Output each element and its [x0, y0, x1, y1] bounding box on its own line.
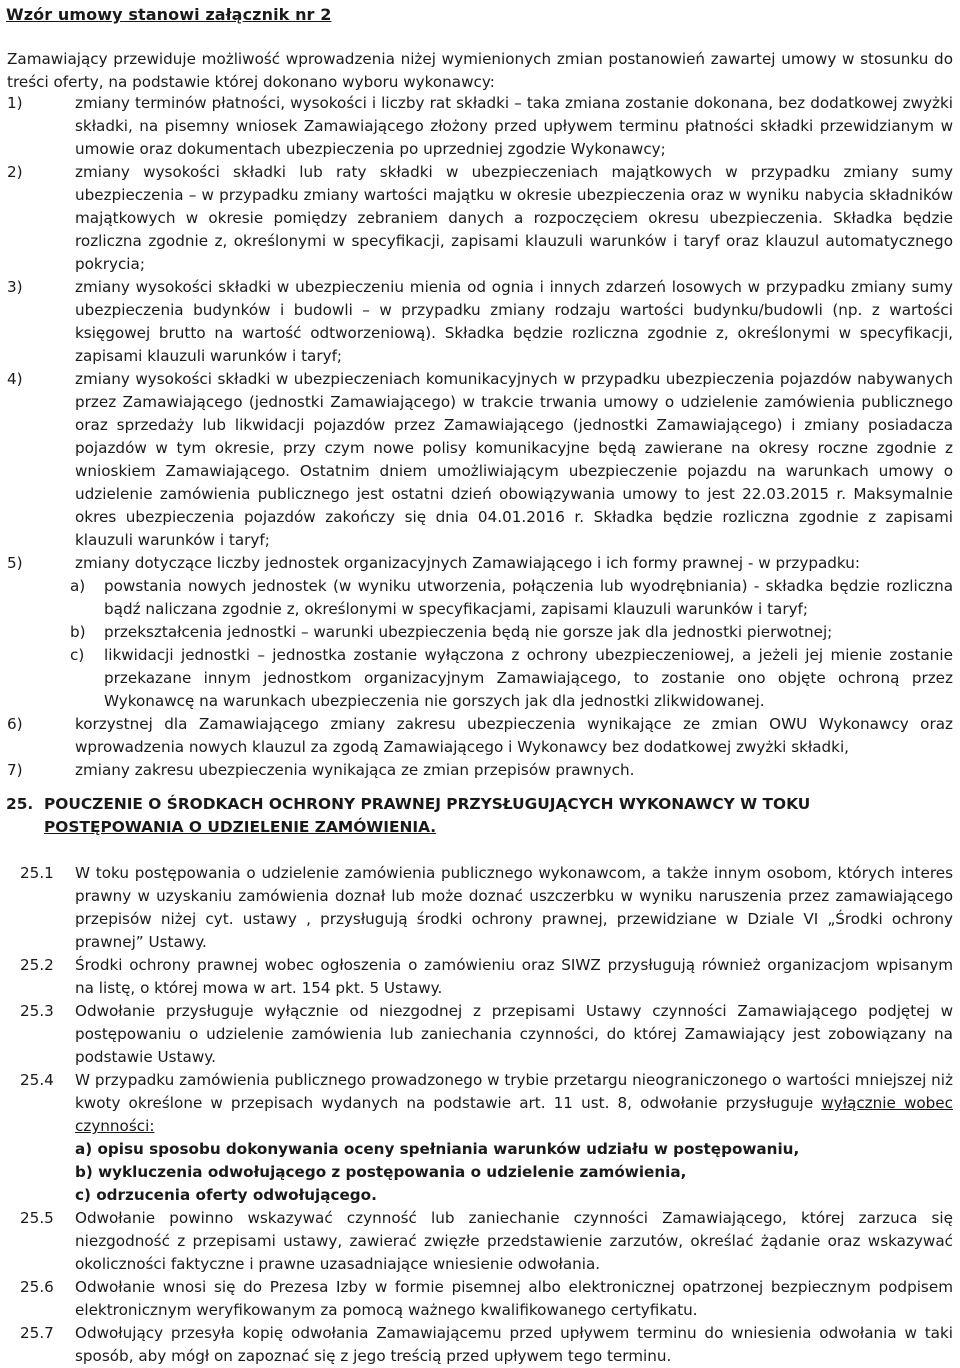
item-text: zmiany dotyczące liczby jednostek organizacyjnych Zamawiającego i ich formy prawnej - w przypadku:	[75, 554, 860, 572]
list-item	[0, 713, 960, 759]
paragraph-text: Odwołanie wnosi się do Prezesa Izby w formie pisemnej albo elektronicznej opatrzonej bezpiecznym podpisem elektronicznym weryfikowanym za pomocą ważnego kwalifikowanego certyfikatu.	[75, 1278, 953, 1319]
option-item: a) opisu sposobu dokonywania oceny spełniania warunków udziału w postępowaniu,	[75, 1140, 800, 1158]
item-text: zmiany zakresu ubezpieczenia wynikająca ze zmian przepisów prawnych.	[75, 761, 635, 779]
paragraph-text: Środki ochrony prawnej wobec ogłoszenia o zamówieniu oraz SIWZ przysługują również organizacjom wpisanym na listę, o której mowa w art. 154 pkt. 5 Ustawy.	[75, 956, 953, 997]
paragraph-text: Odwołujący przesyła kopię odwołania Zamawiającemu przed upływem terminu do wniesienia odwołania w taki sposób, aby mógł on zapoznać się z jego treścią przed upływem tego terminu.	[75, 1324, 953, 1365]
item-number: 7)	[7, 761, 23, 779]
section-paragraph	[0, 1322, 960, 1368]
sub-item-text: likwidacji jednostki – jednostka zostanie wyłączona z ochrony ubezpieczeniowej, a jeżeli jej mienie zostanie przekazane innym jednostkom organizacyjnym Zamawiającego, to zostanie ono objęte ochroną przez Wykonawcę na warunkach ubezpieczenia nie gorszych jak dla jednostki zlikwidowanej.	[104, 646, 953, 710]
paragraph-text-underlined: wyłącznie wobec czynności:	[75, 1094, 953, 1135]
sub-item-letter: b)	[70, 623, 86, 641]
sub-list-item	[0, 644, 960, 713]
list-item	[0, 759, 960, 782]
section-number: 25.	[6, 795, 34, 813]
option-item: c) odrzucenia oferty odwołującego.	[75, 1186, 377, 1204]
item-number: 1)	[7, 94, 23, 112]
paragraph-number: 25.2	[20, 956, 54, 974]
sub-item-text: powstania nowych jednostek (w wyniku utworzenia, połączenia lub wyodrębniania) - składka będzie rozliczna bądź naliczana zgodnie z, określonymi w specyfikacjami, zapisami klauzuli warunków i taryf;	[104, 577, 953, 618]
intro-paragraph: Zamawiający przewiduje możliwość wprowadzenia niżej wymienionych zmian postanowień zawartej umowy w stosunku do treści oferty, na podstawie której dokonano wyboru wykonawcy:	[7, 50, 953, 91]
sub-list-item	[0, 575, 960, 621]
section-title-line2: POSTĘPOWANIA O UDZIELENIE ZAMÓWIENIA.	[44, 818, 437, 836]
paragraph-text: W toku postępowania o udzielenie zamówienia publicznego wykonawcom, a także innym osobom, których interes prawny w uzyskaniu zamówienia doznał lub może doznać uszczerbku w wyniku naruszenia przez zamawiającego przepisów niżej cyt. ustawy , przysługują środki ochrony prawnej, przewidziane w Dziale VI „Środki ochrony prawnej” Ustawy.	[75, 864, 953, 951]
item-number: 6)	[7, 715, 23, 733]
section-paragraph	[0, 1069, 960, 1138]
amendment-list	[0, 92, 960, 782]
paragraph-number: 25.6	[20, 1278, 54, 1296]
section-heading	[6, 793, 952, 839]
section-title-line1: POUCZENIE O ŚRODKACH OCHRONY PRAWNEJ PRZYSŁUGUJĄCYCH WYKONAWCY W TOKU	[44, 795, 811, 813]
list-item	[0, 552, 960, 575]
section-paragraph	[0, 1276, 960, 1322]
list-item	[0, 92, 960, 161]
list-item	[0, 368, 960, 552]
paragraph-number: 25.5	[20, 1209, 54, 1227]
document-title: Wzór umowy stanowi załącznik nr 2	[6, 5, 332, 24]
item-text: zmiany wysokości składki lub raty składki w ubezpieczeniach majątkowych w przypadku zmiany sumy ubezpieczenia – w przypadku zmiany wartości majątku w okresie ubezpieczenia oraz w wyniku nabycia składników majątkowych w okresie pomiędzy zebraniem danych a rozpoczęciem okresu ubezpieczenia. Składka będzie rozliczna zgodnie z, określonymi w specyfikacji, zapisami klauzuli warunków i taryf oraz klauzul automatycznego pokrycia;	[75, 163, 953, 273]
item-number: 2)	[7, 163, 23, 181]
sub-list-item	[0, 621, 960, 644]
paragraph-text: W przypadku zamówienia publicznego prowadzonego w trybie przetargu nieograniczonego o wartości mniejszej niż kwoty określone w przepisach wydanych na podstawie art. 11 ust. 8, odwołanie przysługuje	[75, 1071, 953, 1112]
option-item: b) wykluczenia odwołującego z postępowania o udzielenie zamówienia,	[75, 1163, 687, 1181]
item-text: zmiany wysokości składki w ubezpieczeniu mienia od ognia i innych zdarzeń losowych w przypadku zmiany sumy ubezpieczenia budynków i budowli – w przypadku zmiany rodzaju wartości budynku/budowli (np. z wartości księgowej brutto na wartość odtworzeniową). Składka będzie rozliczna zgodnie z, określonymi w specyfikacji, zapisami klauzuli warunków i taryf;	[75, 278, 953, 365]
paragraph-text: Odwołanie przysługuje wyłącznie od niezgodnej z przepisami Ustawy czynności Zamawiającego podjętej w postępowaniu o udzielenie zamówienia lub zaniechania czynności, do której Zamawiający jest zobowiązany na podstawie Ustawy.	[75, 1002, 953, 1066]
item-text: zmiany terminów płatności, wysokości i liczby rat składki – taka zmiana zostanie dokonana, bez dodatkowej zwyżki składki, na pisemny wniosek Zamawiającego złożony przed upływem terminu płatności składki przewidzianym w umowie oraz dokumentach ubezpieczenia po uprzedniej zgodzie Wykonawcy;	[75, 94, 953, 158]
section-paragraph	[0, 1000, 960, 1069]
section-paragraph	[0, 954, 960, 1000]
list-item	[0, 276, 960, 368]
paragraph-number: 25.3	[20, 1002, 54, 1020]
item-number: 5)	[7, 554, 23, 572]
paragraph-number: 25.7	[20, 1324, 54, 1342]
section-body	[0, 862, 960, 1368]
item-text: zmiany wysokości składki w ubezpieczeniach komunikacyjnych w przypadku ubezpieczenia pojazdów nabywanych przez Zamawiającego (jednostki Zamawiającego) w trakcie trwania umowy o udzielenie zamówienia publicznego oraz sprzedaży lub likwidacji pojazdów przez Zamawiającego (jednostki Zamawiającego) i zmiany posiadacza pojazdów w tym okresie, przy czym nowe polisy komunikacyjne będą zawierane na okresy roczne zgodnie z wnioskiem Zamawiającego. Ostatnim dniem umożliwiającym ubezpieczenie pojazdu na warunkach umowy o udzielenie zamówienia publicznego jest ostatni dzień obowiązywania umowy to jest 22.03.2015 r. Maksymalnie okres ubezpieczenia pojazdów zakończy się dnia 04.01.2016 r. Składka będzie rozliczna zgodnie z zapisami klauzuli warunków i taryf;	[75, 370, 953, 549]
paragraph-text: Odwołanie powinno wskazywać czynność lub zaniechanie czynności Zamawiającego, której zarzuca się niezgodność z przepisami ustawy, zawierać zwięzłe przedstawienie zarzutów, określać żądanie oraz wskazywać okoliczności faktyczne i prawne uzasadniające wniesienie odwołania.	[75, 1209, 953, 1273]
paragraph-number: 25.4	[20, 1071, 54, 1089]
list-item	[0, 161, 960, 276]
section-paragraph	[0, 862, 960, 954]
item-number: 3)	[7, 278, 23, 296]
paragraph-number: 25.1	[20, 864, 54, 882]
sub-item-letter: c)	[70, 646, 85, 664]
sub-item-text: przekształcenia jednostki – warunki ubezpieczenia będą nie gorsze jak dla jednostki pierwotnej;	[104, 623, 833, 641]
section-paragraph	[0, 1207, 960, 1276]
item-text: korzystnej dla Zamawiającego zmiany zakresu ubezpieczenia wynikające ze zmian OWU Wykonawcy oraz wprowadzenia nowych klauzul za zgodą Zamawiającego i Wykonawcy bez dodatkowej zwyżki składki,	[75, 715, 953, 756]
sub-item-letter: a)	[70, 577, 86, 595]
item-number: 4)	[7, 370, 23, 388]
